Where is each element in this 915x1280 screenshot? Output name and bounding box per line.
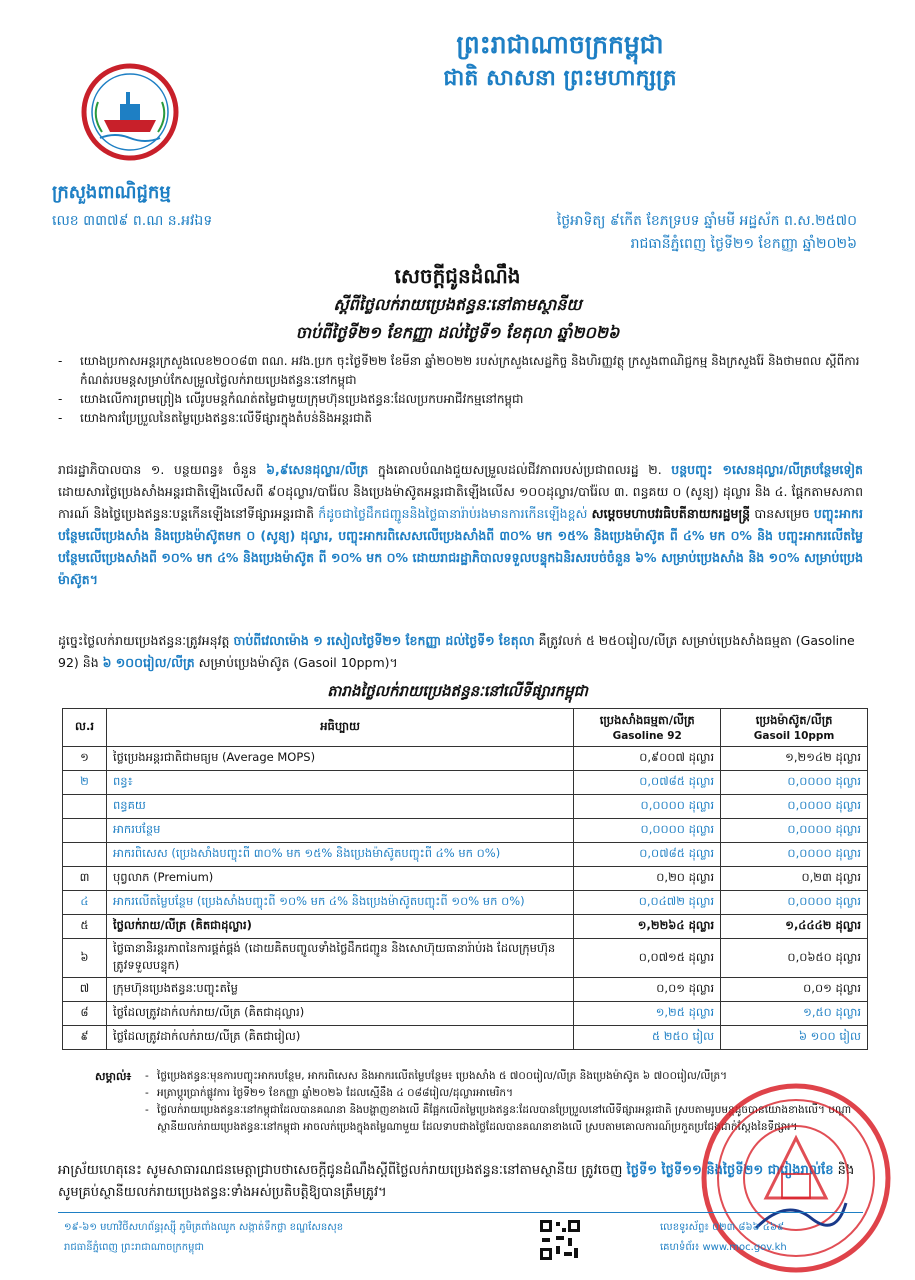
row-desc: ក្រុមហ៊ុនប្រេងឥន្ធនៈបញ្ចុះតម្លៃ xyxy=(106,978,573,1002)
note-item: - ថ្លៃលក់រាយប្រេងឥន្ធនៈនៅកម្ពុជាដែលបានគណនា និងបង្ហាញខាងលើ គឺផ្អែកលើតម្លៃប្រេងឥន្ធនៈដែលបានប្រែប្រួលនៅលើទីផ្សារអន្តរជាតិ ស្របតាមរូបមន្តដូចបានយោងខាងលើ។ បណ្តាស្ថានីយលក់រាយប្រេងឥន្ធនៈនៅកម្ពុជា អាចលក់ប្រេងក្នុងតម្លៃណាមួយ ដែលទាបជាងថ្លៃដែលបានគណនាខាងលើ ស្របតាមគោលការណ៍ប្រកួតប្រជែងជាក់ស្តែងនៃទីផ្សារ។ xyxy=(145,1102,865,1136)
row-gasoil: ០,០០០០ ដុល្លារ xyxy=(721,843,868,867)
body-highlight: បញ្ចុះអាករបន្ថែមលើប្រេងសាំង និងប្រេងម៉ាស៊ូតមក ០ (សូន្យ) ដុល្លារ, បញ្ចុះអាករពិសេសលើប្រេងសាំងពី ៣០% មក ១៥% និងប្រេងម៉ាស៊ូត ពី ៤% មក ០% និង បញ្ចុះអាករលើតម្លៃបន្ថែមលើប្រេងសាំងពី ១០% មក ៤% និងប្រេងម៉ាស៊ូត ពី ១០% មក ០% ដោយរាជរដ្ឋាភិបាលទទួលបន្ទុកឯនិរសរបច់ចំនួន ៦% សម្រាប់ប្រេងសាំង និង ១០% សម្រាប់ប្រេងម៉ាស៊ូត។ xyxy=(58,506,863,587)
gasoline-header-label: ប្រេងសាំងធម្មតា/លីត្រ xyxy=(599,713,695,727)
body-text: សម្រាប់ប្រេងម៉ាស៊ូត (Gasoil 10ppm)។ xyxy=(198,655,398,670)
price-paragraph xyxy=(58,630,863,674)
body-text: គឺត្រូវលក់ ៥ ២៥០រៀល/លីត្រ សម្រាប់ប្រេងសាំងធម្មតា (Gasoline 92) និង xyxy=(58,633,855,670)
body-bold: សម្តេចមហាបវរធិបតីនាយករដ្ឋមន្ត្រី xyxy=(591,506,751,521)
document-subject: ស្តីពីថ្លៃលក់រាយប្រេងឥន្ធនៈនៅតាមស្ថានីយ xyxy=(333,295,582,314)
col-header-no: ល.រ xyxy=(63,709,107,747)
row-desc: អាករលើតម្លៃបន្ថែម (ប្រេងសាំងបញ្ចុះពី ១០% មក ៤% និងប្រេងម៉ាស៊ូតបញ្ចុះពី ១០% មក ០%) xyxy=(106,891,573,915)
closing-text: និងសូមគ្រប់ស្ថានីយលក់រាយប្រេងឥន្ធនៈទាំងអស់ប្រតិបត្តិឱ្យបានត្រឹមត្រូវ។ xyxy=(58,1163,855,1200)
row-gasoil: ១,៥០ ដុល្លារ xyxy=(721,1002,868,1026)
note-item: - អត្រាប្តូរប្រាក់ផ្លូវការ ថ្ងៃទី២១ ខែកញ្ញា ឆ្នាំ២០២៦ ដែលស្មើនឹង ៤ ០៨៨រៀល/ដុល្លារអាមេរិក។ xyxy=(145,1085,865,1102)
row-gasoline: ០,២០ ដុល្លារ xyxy=(574,867,721,891)
body-highlight: ចាប់ពីវេលាម៉ោង ១ រសៀលថ្ងៃទី២១ ខែកញ្ញា ដល់ថ្ងៃទី១ ខែតុលា xyxy=(233,633,535,648)
row-desc: ថ្លៃលក់រាយ/លីត្រ (គិតជាដុល្លារ) xyxy=(106,915,573,939)
row-gasoline: ០,០៧៨៥ ដុល្លារ xyxy=(574,771,721,795)
document-title: សេចក្តីជូនដំណឹង xyxy=(394,264,521,288)
row-desc: អាករបន្ថែម xyxy=(106,819,573,843)
row-no: ៨ xyxy=(63,1002,107,1026)
table-row xyxy=(63,939,868,978)
row-no: ២ xyxy=(63,771,107,795)
footer-phone: លេខទូរស័ព្ទ៖ ០២៣ ៨៦៦ ៤៦៩ xyxy=(660,1222,785,1233)
body-highlight: បន្តបញ្ចុះ ១សេនដុល្លារ/លីត្របន្ថែមទៀត xyxy=(671,462,863,477)
row-no: ៤ xyxy=(63,891,107,915)
table-row xyxy=(63,1026,868,1050)
reference-number: លេខ ៣៣៧៩ ព.ណ ន.អវឯទ xyxy=(52,213,213,229)
row-gasoil: ១,២១៤២ ដុល្លារ xyxy=(721,747,868,771)
footer-address-line2: រាជធានីភ្នំពេញ ព្រះរាជាណាចក្រកម្ពុជា xyxy=(64,1242,204,1253)
row-desc: ថ្លៃធានានិរន្តរភាពនៃការផ្គត់ផ្គង់ (ដោយគិតបញ្ចូលទាំងថ្លៃដឹកជញ្ជូន និងសោហ៊ុយធានារ៉ាប់រង ដែលក្រុមហ៊ុនត្រូវទទួលបន្ទុក) xyxy=(106,939,573,978)
gasoline-header-sub: Gasoline 92 xyxy=(612,730,682,742)
solar-date: រាជធានីភ្នំពេញ ថ្ងៃទី២១ ខែកញ្ញា ឆ្នាំ២០២៦ xyxy=(630,236,857,252)
row-gasoil: ០,០៦៥០ ដុល្លារ xyxy=(721,939,868,978)
table-row xyxy=(63,1002,868,1026)
body-highlight: ក៏ដូចជាថ្លៃដឹកជញ្ជូននិងថ្លៃធានារ៉ាប់រងមានការកើនឡើងខ្ពស់ xyxy=(318,506,588,521)
row-gasoline: ០,០៤៧២ ដុល្លារ xyxy=(574,891,721,915)
row-gasoil: ០,២៣ ដុល្លារ xyxy=(721,867,868,891)
gasoil-header-sub: Gasoil 10ppm xyxy=(753,730,835,742)
gasoil-header-label: ប្រេងម៉ាស៊ូត/លីត្រ xyxy=(755,713,833,727)
body-text: ដូច្នេះថ្លៃលក់រាយប្រេងឥន្ធនៈត្រូវអនុវត្ត xyxy=(58,633,230,648)
body-text: ដោយសារថ្លៃប្រេងសាំងអន្តរជាតិឡើងលើសពី ៩០ដុល្លារ/បារ៉ែល និងប្រេងម៉ាស៊ូតអន្តរជាតិឡើងលើស ១០០ដុល្លារ/បារ៉ែល ៣. ពន្ធគយ ០ (សូន្យ) ដុល្លារ និង ៤. ផ្តែកតាមសភាពការណ៍ និងថ្លៃប្រេងឥន្ធនៈបន្តកើនឡើងនៅទីផ្សារអន្តរជាតិ xyxy=(58,484,863,521)
row-gasoil: ០,០០០០ ដុល្លារ xyxy=(721,891,868,915)
row-desc: អាករពិសេស (ប្រេងសាំងបញ្ចុះពី ៣០% មក ១៥% និងប្រេងម៉ាស៊ូតបញ្ចុះពី ៤% មក ០%) xyxy=(106,843,573,867)
row-gasoline: ៥ ២៥០ រៀល xyxy=(574,1026,721,1050)
national-motto: ជាតិ សាសនា ព្រះមហាក្សត្រ xyxy=(443,66,677,91)
ministry-name: ក្រសួងពាណិជ្ជកម្ម xyxy=(52,182,171,203)
row-gasoline: ០,០១ ដុល្លារ xyxy=(574,978,721,1002)
body-text: រាជរដ្ឋាភិបាលបាន ១. បន្ថយពន្ធ៖ ចំនួន xyxy=(58,462,257,477)
row-gasoline: ០,៩០០៧ ដុល្លារ xyxy=(574,747,721,771)
row-no xyxy=(63,795,107,819)
footer-address-line1: ១៩-៦១ មហាវិថីសហព័ន្ធរុស្ស៊ី ភូមិត្រពាំងឈូក សង្កាត់ទឹកថ្លា ខណ្ឌសែនសុខ xyxy=(64,1222,344,1233)
body-text: ក្នុងគោលបំណងជួយសម្រួលដល់ជីវភាពរបស់ប្រជាពលរដ្ឋ ២. xyxy=(377,462,662,477)
row-desc: ថ្លៃដែលត្រូវដាក់លក់រាយ/លីត្រ (គិតជារៀល) xyxy=(106,1026,573,1050)
table-row xyxy=(63,819,868,843)
row-desc: ថ្លៃប្រេងអន្តរជាតិជាមធ្យម (Average MOPS) xyxy=(106,747,573,771)
notes-label: សម្គាល់៖ xyxy=(95,1070,132,1083)
row-desc: ពន្ធ៖ xyxy=(106,771,573,795)
row-gasoline: ១,២៥ ដុល្លារ xyxy=(574,1002,721,1026)
row-gasoil: ០,០០០០ ដុល្លារ xyxy=(721,795,868,819)
table-row xyxy=(63,867,868,891)
table-row xyxy=(63,771,868,795)
row-no: ៥ xyxy=(63,915,107,939)
row-gasoil: ០,០០០០ ដុល្លារ xyxy=(721,771,868,795)
row-no xyxy=(63,819,107,843)
table-header-row xyxy=(63,709,868,747)
row-gasoline: ០,០០០០ ដុល្លារ xyxy=(574,819,721,843)
table-row xyxy=(63,891,868,915)
note-item: - ថ្លៃប្រេងឥន្ធនៈមុនការបញ្ចុះអាករបន្ថែម, អាករពិសេស និងអាករលើតម្លៃបន្ថែម៖ ប្រេងសាំង ៥ ៧០០រៀល/លីត្រ និងប្រេងម៉ាស៊ូត ៦ ៧០០រៀល/លីត្រ។ xyxy=(145,1068,865,1085)
table-row xyxy=(63,978,868,1002)
col-header-desc: អធិប្បាយ xyxy=(106,709,573,747)
reference-item: - យោងលើការព្រមព្រៀង លើរូបមន្តកំណត់តម្លៃជាមួយក្រុមហ៊ុនប្រេងឥន្ធនៈដែលប្រកបអាជីវកម្មនៅកម្ពុជា xyxy=(58,390,863,409)
table-title: តារាងថ្លៃលក់រាយប្រេងឥន្ធនៈនៅលើទីផ្សារកម្ពុជា xyxy=(327,682,588,700)
body-highlight: ៦ ១០០រៀល/លីត្រ xyxy=(102,655,195,670)
lunar-date: ថ្ងៃអាទិត្យ ៩កើត ខែភទ្របទ ឆ្នាំមមី អដ្ឋស័ក ព.ស.២៥៧០ xyxy=(556,213,857,229)
row-gasoil: ៦ ១០០ រៀល xyxy=(721,1026,868,1050)
row-desc: បុព្វលាភ (Premium) xyxy=(106,867,573,891)
closing-highlight: ថ្ងៃទី១ ថ្ងៃទី១១ និងថ្ងៃទី២១ ជារៀងរាល់ខែ xyxy=(626,1163,834,1178)
reference-item: - យោងការប្រែប្រួលនៃតម្លៃប្រេងឥន្ធនៈលើទីផ្សារក្នុងតំបន់និងអន្តរជាតិ xyxy=(58,409,863,428)
row-gasoil: ០,០១ ដុល្លារ xyxy=(721,978,868,1002)
references-list xyxy=(58,352,863,428)
row-gasoil: ១,៤៤៤២ ដុល្លារ xyxy=(721,915,868,939)
row-no: ៧ xyxy=(63,978,107,1002)
body-paragraph xyxy=(58,459,863,591)
col-header-gasoline xyxy=(574,709,721,747)
row-gasoline: ០,០៧១៥ ដុល្លារ xyxy=(574,939,721,978)
table-row xyxy=(63,795,868,819)
row-gasoline: ០,០០០០ ដុល្លារ xyxy=(574,795,721,819)
table-row xyxy=(63,915,868,939)
row-no: ៣ xyxy=(63,867,107,891)
row-desc: ថ្លៃដែលត្រូវដាក់លក់រាយ/លីត្រ (គិតជាដុល្លារ) xyxy=(106,1002,573,1026)
body-text: បានសម្រេច xyxy=(754,506,810,521)
table-row xyxy=(63,747,868,771)
table-row xyxy=(63,843,868,867)
kingdom-heading: ព្រះរាជាណាចក្រកម្ពុជា xyxy=(456,30,664,59)
ministry-logo-icon xyxy=(80,62,180,162)
row-no: ៦ xyxy=(63,939,107,978)
row-no: ៩ xyxy=(63,1026,107,1050)
document-period: ចាប់ពីថ្ងៃទី២១ ខែកញ្ញា ដល់ថ្ងៃទី១ ខែតុលា ឆ្នាំ២០២៦ xyxy=(295,323,620,342)
qr-code-icon xyxy=(538,1218,582,1262)
row-desc: ពន្ធគយ xyxy=(106,795,573,819)
footer-website[interactable]: គេហទំព័រ៖ www.moc.gov.kh xyxy=(660,1242,787,1253)
price-table xyxy=(62,708,868,1050)
row-no xyxy=(63,843,107,867)
reference-item: - យោងប្រកាសអន្តរក្រសួងលេខ២០០៨៣ ពណ. អវង.ប្រក ចុះថ្ងៃទី២២ ខែមីនា ឆ្នាំ២០២២ របស់ក្រសួងសេដ្ឋកិច្ច និងហិរញ្ញវត្ថុ ក្រសួងពាណិជ្ជកម្ម និងក្រសួងរ៉ែ និងថាមពល ស្តីពីការកំណត់របមន្តសម្រាប់កែសម្រួលថ្លៃលក់រាយប្រេងឥន្ធនៈនៅកម្ពុជា xyxy=(58,352,863,390)
row-gasoline: ០,០៧៨៥ ដុល្លារ xyxy=(574,843,721,867)
row-gasoline: ១,២២៦៤ ដុល្លារ xyxy=(574,915,721,939)
col-header-gasoil xyxy=(721,709,868,747)
body-highlight: ៦,៩សេនដុល្លារ/លីត្រ xyxy=(266,462,369,477)
closing-text: អាស្រ័យហេតុនេះ សូមសាធារណជនមេត្តាជ្រាបថាសេចក្តីជូនដំណឹងស្តីពីថ្លៃលក់រាយប្រេងឥន្ធនៈនៅតាមស្ថានីយ ត្រូវចេញ xyxy=(58,1163,623,1178)
row-gasoil: ០,០០០០ ដុល្លារ xyxy=(721,819,868,843)
footer-divider xyxy=(58,1212,863,1213)
row-no: ១ xyxy=(63,747,107,771)
